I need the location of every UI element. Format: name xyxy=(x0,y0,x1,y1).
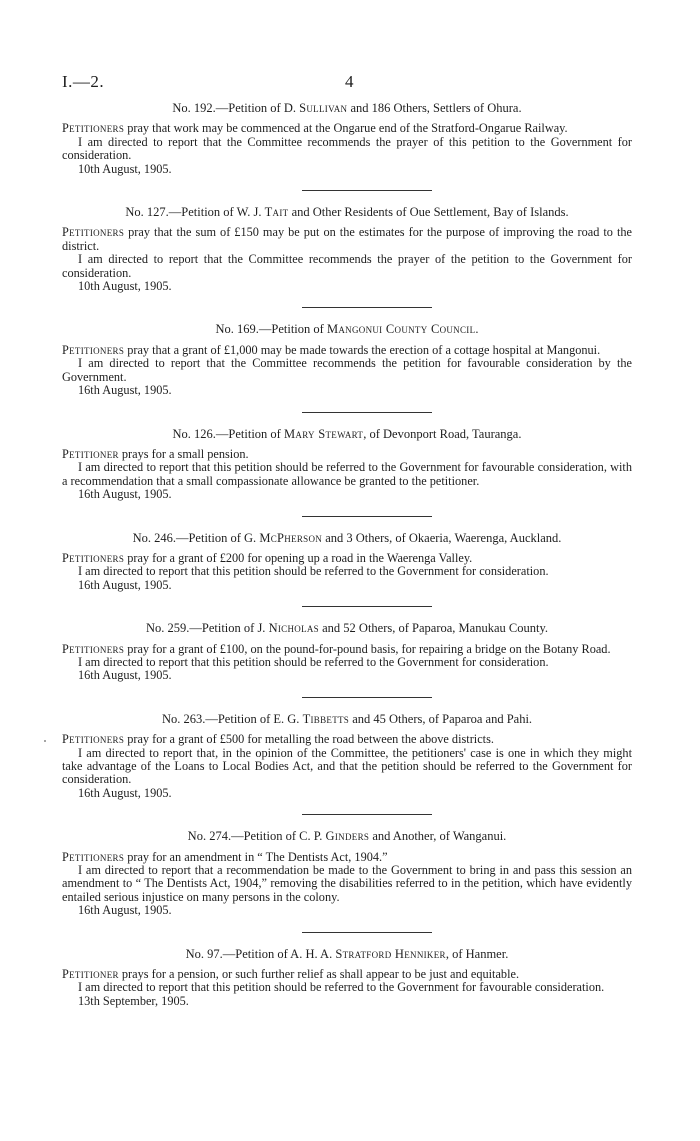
prayer-lead: Petitioner xyxy=(62,967,119,982)
prayer-lead: Petitioners xyxy=(62,225,125,240)
prayer-text: pray for a grant of £500 for metalling the road between the above districts. xyxy=(124,732,494,747)
petition-prayer xyxy=(62,643,632,656)
prayer-lead: Petitioners xyxy=(62,849,125,864)
section-divider xyxy=(302,932,432,933)
petition-title-place: and 45 Others, of Paparoa and Pahi. xyxy=(349,711,533,726)
petition-prayer xyxy=(62,448,632,461)
petition-title-number: No. 127.—Petition of W. J. xyxy=(125,205,265,220)
petition-entry xyxy=(62,532,632,593)
petition-prayer xyxy=(62,851,632,864)
report-date: 10th August, 1905. xyxy=(78,161,172,176)
prayer-text: pray for a grant of £100, on the pound-for-pound basis, for repairing a bridge on the Botany Road. xyxy=(124,641,611,656)
committee-report: I am directed to report that this petition should be referred to the Government for favourable consideration. xyxy=(78,980,605,995)
petition-title-number: No. 169.—Petition of xyxy=(215,322,327,337)
petition-list xyxy=(62,102,632,1008)
committee-report: I am directed to report that, in the opinion of the Committee, the petitioners' case is one in which they might take advantage of the Loans to Local Bodies Act, and that the petition should be referred to the Government for consideration. xyxy=(62,745,632,787)
petition-title xyxy=(62,323,632,336)
committee-report: I am directed to report that this petition should be referred to the Government for consideration. xyxy=(78,564,549,579)
page-number: 4 xyxy=(345,72,354,91)
prayer-text: pray that work may be commenced at the Ongarue end of the Stratford-Ongarue Railway. xyxy=(124,121,568,136)
petition-entry xyxy=(62,830,632,917)
petition-title xyxy=(62,622,632,635)
petition-title xyxy=(62,206,632,219)
petition-title-place: , of Hanmer. xyxy=(445,946,509,961)
petition-entry xyxy=(62,323,632,397)
petition-title xyxy=(62,830,632,843)
petition-title-number: No. 97.—Petition of A. H. A. xyxy=(185,946,336,961)
petitioner-name: Stratford Henniker xyxy=(335,946,446,961)
scan-speck xyxy=(44,740,46,742)
section-divider xyxy=(302,190,432,191)
petition-entry xyxy=(62,102,632,176)
petition-prayer xyxy=(62,733,632,746)
petition-title-number: No. 192.—Petition of D. xyxy=(172,101,300,115)
prayer-text: prays for a pension, or such further relief as shall appear to be just and equitable. xyxy=(118,967,520,982)
petition-title-place: and 52 Others, of Paparoa, Manukau County. xyxy=(319,621,549,636)
committee-report: I am directed to report that the Committee recommends the prayer of this petition to the Government for consideration. xyxy=(62,134,632,163)
committee-report: I am directed to report that the Committee recommends the prayer of the petition to the Government for consideration. xyxy=(62,252,632,280)
prayer-lead: Petitioners xyxy=(62,121,125,136)
prayer-lead: Petitioners xyxy=(62,342,125,357)
petition-title-number: No. 126.—Petition of xyxy=(172,426,284,441)
petition-title-place: . xyxy=(475,322,479,337)
petition-title-place: , of Devonport Road, Tauranga. xyxy=(363,426,522,441)
report-date: 16th August, 1905. xyxy=(78,785,172,800)
petition-prayer xyxy=(62,226,632,253)
committee-report: I am directed to report that this petition should be referred to the Government for consideration. xyxy=(78,654,549,669)
prayer-text: pray for a grant of £200 for opening up a road in the Waerenga Valley. xyxy=(124,550,473,565)
prayer-text: pray for an amendment in “ The Dentists Act, 1904.” xyxy=(124,849,388,864)
petition-entry xyxy=(62,206,632,293)
paper-reference: I.—2. xyxy=(62,72,105,91)
petition-title-place: and 186 Others, Settlers of Ohura. xyxy=(347,101,522,115)
prayer-text: prays for a small pension. xyxy=(118,446,249,461)
prayer-lead: Petitioners xyxy=(62,550,125,565)
prayer-lead: Petitioner xyxy=(62,446,119,461)
prayer-lead: Petitioners xyxy=(62,641,125,656)
petitioner-name: Tait xyxy=(264,205,289,220)
petition-title xyxy=(62,428,632,441)
petitioner-name: Mary Stewart xyxy=(283,426,364,441)
petition-title-number: No. 263.—Petition of E. G. xyxy=(161,711,303,726)
section-divider xyxy=(302,606,432,607)
petitioner-name: Nicholas xyxy=(268,621,319,636)
committee-report: I am directed to report that the Committee recommends the petition for favourable consideration by the Government. xyxy=(62,356,632,384)
petition-title-number: No. 246.—Petition of G. xyxy=(132,530,260,545)
petition-entry xyxy=(62,622,632,683)
petition-title xyxy=(62,102,632,115)
petition-title-place: and Another, of Wanganui. xyxy=(369,829,507,844)
petition-prayer xyxy=(62,968,632,981)
report-date: 10th August, 1905. xyxy=(78,279,172,294)
petition-entry xyxy=(62,428,632,502)
petitioner-name: Ginders xyxy=(325,829,370,844)
committee-report: I am directed to report that a recommendation be made to the Government to bring in and pass this session an amendment to “ The Dentists Act, 1904,” removing the disabilities referred to in the petition, which have evidently entailed serious injustice on many persons in the colony. xyxy=(62,863,632,904)
petition-title-number: No. 274.—Petition of C. P. xyxy=(187,829,326,844)
section-divider xyxy=(302,516,432,517)
section-divider xyxy=(302,814,432,815)
petition-prayer xyxy=(62,344,632,357)
prayer-text: pray that the sum of £150 may be put on the estimates for the purpose of improving the road to the district. xyxy=(62,225,632,253)
prayer-text: pray that a grant of £1,000 may be made towards the erection of a cottage hospital at Mangonui. xyxy=(124,342,601,357)
report-date: 16th August, 1905. xyxy=(78,383,172,398)
petition-title xyxy=(62,532,632,545)
petition-entry xyxy=(62,948,632,1009)
petition-prayer xyxy=(62,552,632,565)
report-date: 13th September, 1905. xyxy=(78,993,189,1008)
petition-title xyxy=(62,713,632,726)
report-date: 16th August, 1905. xyxy=(78,487,172,502)
petition-prayer xyxy=(62,122,632,135)
report-date: 16th August, 1905. xyxy=(78,668,172,683)
petition-title-number: No. 259.—Petition of J. xyxy=(145,621,269,636)
petition-title-place: and 3 Others, of Okaeria, Waerenga, Auckland. xyxy=(322,530,562,545)
prayer-lead: Petitioners xyxy=(62,732,125,747)
committee-report: I am directed to report that this petition should be referred to the Government for favourable consideration, with a recommendation that a small compassionate allowance be granted to the petitioner. xyxy=(62,460,632,488)
section-divider xyxy=(302,412,432,413)
petitioner-name: Sullivan xyxy=(299,101,348,115)
section-divider xyxy=(302,307,432,308)
petitioner-name: Mangonui County Council xyxy=(326,322,476,337)
report-date: 16th August, 1905. xyxy=(78,577,172,592)
petition-title xyxy=(62,948,632,961)
petitioner-name: Tibbetts xyxy=(302,711,350,726)
report-date: 16th August, 1905. xyxy=(78,903,172,918)
petition-entry xyxy=(62,713,632,800)
petition-title-place: and Other Residents of Oue Settlement, Bay of Islands. xyxy=(288,205,569,220)
section-divider xyxy=(302,697,432,698)
petitioner-name: McPherson xyxy=(259,530,323,545)
